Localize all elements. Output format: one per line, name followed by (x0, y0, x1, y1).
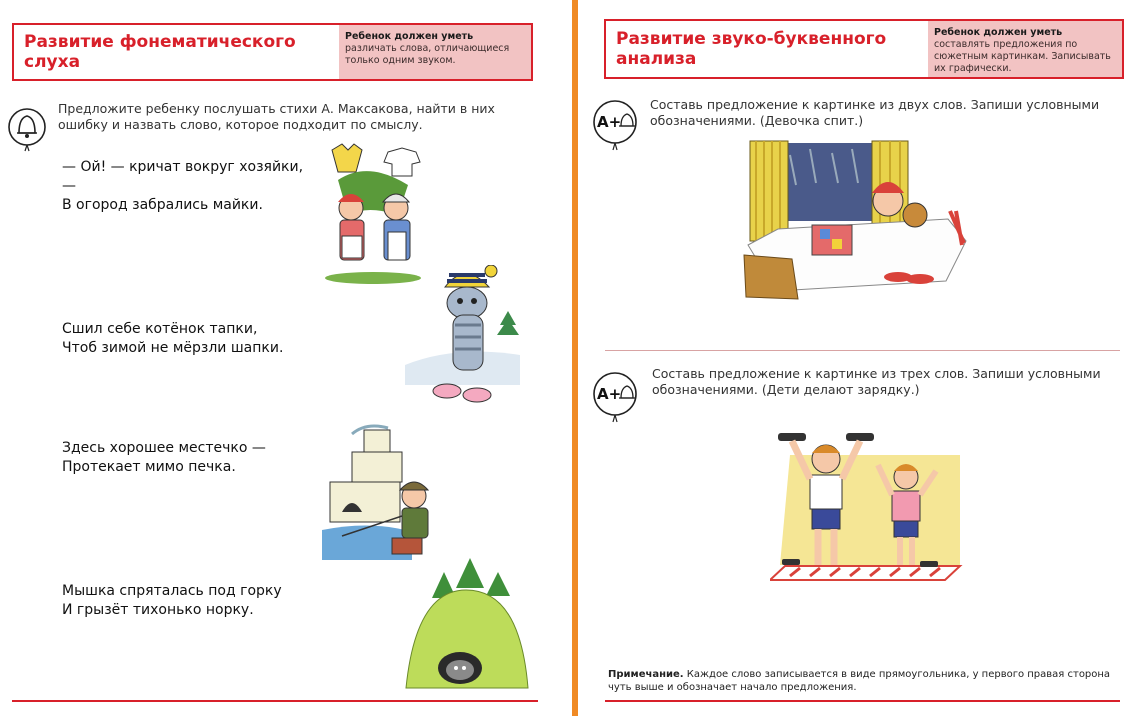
right-bottom-rule (605, 700, 1120, 702)
left-bottom-rule (12, 700, 538, 702)
poem-1 (62, 158, 312, 215)
illustration-mouse-hill (402, 558, 530, 692)
poem-2-line-1: Сшил себе котёнок тапки, (62, 321, 258, 337)
task-1-text: Составь предложение к картинке из двух слов. Запиши условными обозначениями. (Девочка спит.) (650, 97, 1100, 128)
letter-a-plus-label-1: А+ (597, 113, 622, 131)
poem-3-line-1: Здесь хорошее местечко — (62, 440, 266, 456)
poem-1-line-2: В огород забрались майки. (62, 197, 263, 213)
letter-a-plus-label-2: А+ (597, 385, 622, 403)
poem-3 (62, 439, 312, 477)
illustration-stove-fisherman (322, 420, 440, 560)
poem-1-line-1: — Ой! — кричат вокруг хозяйки, — (62, 159, 304, 194)
right-footnote (608, 668, 1123, 694)
letter-bell-icon-2 (591, 368, 639, 426)
poem-4-line-1: Мышка спряталась под горку (62, 583, 282, 599)
left-instruction: Предложите ребенку послушать стихи А. Максакова, найти в них ошибку и назвать слово, которое подходит по смыслу. (58, 101, 495, 132)
illustration-kitten-slippers (405, 265, 520, 410)
poem-2 (62, 320, 312, 358)
poem-2-line-2: Чтоб зимой не мёрзли шапки. (62, 340, 284, 356)
page-divider (572, 0, 578, 716)
left-header (12, 23, 533, 81)
right-skill-note (928, 21, 1122, 77)
letter-bell-icon-1 (591, 96, 639, 154)
illustration-kids-exercise (770, 425, 965, 597)
right-skill-note-text: составлять предложения по сюжетным картинкам. Записывать их графически. (934, 39, 1111, 74)
right-skill-note-bold: Ребенок должен уметь (934, 27, 1063, 38)
right-page-title: Развитие звуко-буквенного анализа (616, 29, 887, 69)
poem-3-line-2: Протекает мимо печка. (62, 459, 236, 475)
left-skill-note-bold: Ребенок должен уметь (345, 31, 474, 42)
poem-4-line-2: И грызёт тихонько норку. (62, 602, 254, 618)
bell-icon (6, 103, 48, 155)
right-section-divider (605, 350, 1120, 351)
task-2-text: Составь предложение к картинке из трех слов. Запиши условными обозначениями. (Дети делают зарядку.) (652, 366, 1101, 397)
footnote-text: Каждое слово записывается в виде прямоугольника, у первого правая сторона чуть выше и обозначает начало предложения. (608, 669, 1111, 693)
footnote-label: Примечание. (608, 669, 684, 680)
illustration-sleeping-girl (740, 135, 980, 300)
left-skill-note (339, 25, 531, 79)
left-page-title: Развитие фонематического слуха (24, 32, 296, 72)
poem-4 (62, 582, 312, 620)
left-skill-note-text: различать слова, отличающиеся только одним звуком. (345, 43, 510, 66)
right-header (604, 19, 1124, 79)
